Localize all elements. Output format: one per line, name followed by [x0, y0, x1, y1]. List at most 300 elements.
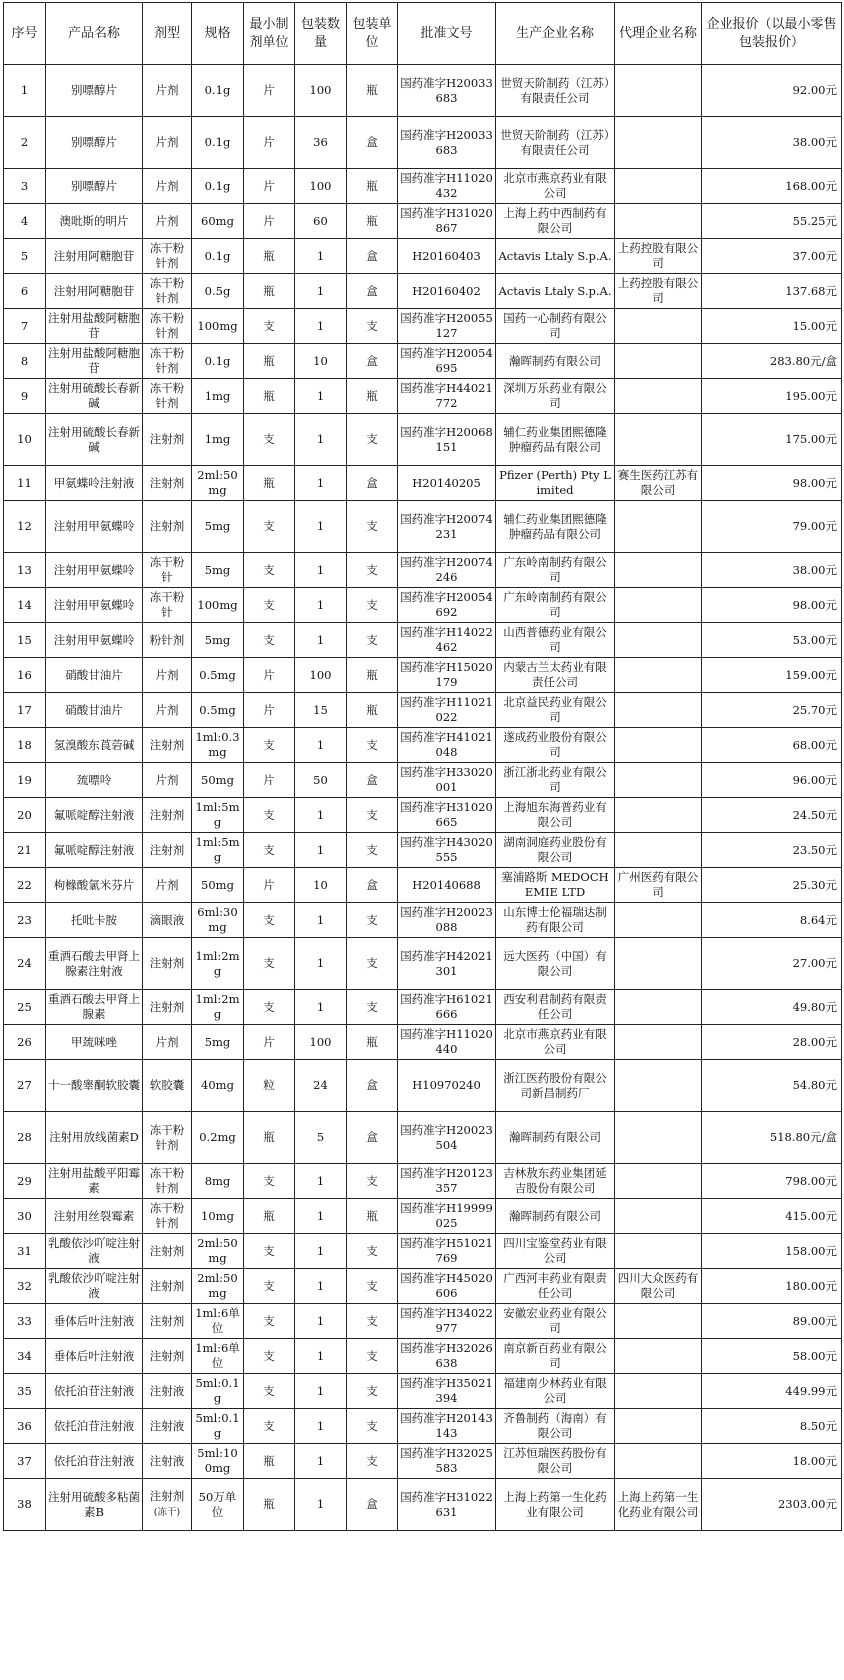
cell-dosage-form	[143, 833, 192, 868]
cell-manufacturer	[496, 1304, 615, 1339]
cell-dosage-form-text: 滴眼液	[149, 912, 185, 927]
cell-dosage-form	[143, 1444, 192, 1479]
cell-pack-unit-text: 支	[366, 432, 378, 446]
cell-min-unit-text: 支	[263, 956, 275, 970]
cell-spec	[192, 1112, 244, 1164]
cell-manufacturer	[496, 117, 615, 169]
cell-spec	[192, 1304, 244, 1339]
cell-price	[702, 379, 842, 414]
cell-no-text: 32	[17, 1278, 32, 1293]
table-row	[4, 1060, 842, 1112]
cell-no-text: 36	[17, 1418, 32, 1433]
cell-product-name	[46, 1444, 143, 1479]
cell-spec	[192, 588, 244, 623]
cell-approval-no-text: 国药准字H31020665	[400, 800, 493, 829]
cell-min-unit	[244, 65, 295, 117]
cell-approval-no	[398, 798, 496, 833]
cell-manufacturer	[496, 868, 615, 903]
cell-price	[702, 833, 842, 868]
cell-no	[4, 903, 46, 938]
cell-manufacturer-text: 南京新百药业有限公司	[503, 1341, 607, 1370]
cell-product-name-text: 注射用盐酸阿糖胞苷	[48, 311, 140, 340]
cell-min-unit	[244, 274, 295, 309]
cell-spec	[192, 1374, 244, 1409]
cell-approval-no	[398, 239, 496, 274]
cell-min-unit-text: 片	[263, 877, 275, 892]
cell-approval-no-text: 国药准字H34022977	[400, 1306, 493, 1335]
cell-dosage-form	[143, 693, 192, 728]
cell-price-text: 18.00元	[792, 1453, 837, 1468]
cell-dosage-form-text: 片剂	[155, 83, 179, 97]
cell-min-unit-text: 瓶	[263, 388, 275, 403]
cell-spec	[192, 1234, 244, 1269]
cell-no	[4, 1339, 46, 1374]
cell-agent	[615, 903, 702, 938]
cell-min-unit	[244, 1199, 295, 1234]
cell-pack-unit-text: 支	[366, 1278, 378, 1293]
header-cell-spec: 规格	[192, 3, 244, 65]
cell-manufacturer	[496, 344, 615, 379]
cell-no	[4, 169, 46, 204]
cell-pack-unit	[347, 1199, 398, 1234]
cell-manufacturer	[496, 414, 615, 466]
cell-pack-qty-text: 1	[316, 475, 325, 490]
cell-pack-qty	[295, 1479, 347, 1531]
cell-dosage-form	[143, 379, 192, 414]
cell-min-unit-text: 支	[263, 999, 275, 1014]
cell-approval-no-text: 国药准字H32025583	[400, 1446, 493, 1475]
cell-pack-unit	[347, 117, 398, 169]
cell-dosage-form	[143, 1060, 192, 1112]
cell-no	[4, 274, 46, 309]
cell-pack-qty-text: 10	[313, 353, 328, 368]
cell-product-name	[46, 1304, 143, 1339]
cell-min-unit-text: 支	[263, 562, 275, 577]
cell-spec	[192, 693, 244, 728]
cell-dosage-form-text: 注射剂	[149, 807, 185, 822]
cell-approval-no-text: 国药准字H20055127	[400, 311, 493, 340]
cell-price-text: 96.00元	[792, 772, 837, 787]
cell-pack-unit-text: 支	[366, 318, 378, 333]
cell-price-text: 53.00元	[792, 632, 837, 647]
cell-min-unit-text: 支	[263, 318, 275, 333]
cell-no-text: 6	[20, 283, 29, 298]
cell-pack-unit-text: 支	[366, 912, 378, 927]
cell-no-text: 33	[17, 1313, 32, 1328]
cell-product-name-text: 注射用硫酸长春新碱	[48, 424, 140, 454]
table-row	[4, 274, 842, 309]
cell-agent-text: 上药控股有限公司	[617, 241, 699, 270]
cell-dosage-form	[143, 1374, 192, 1409]
cell-pack-unit-text: 瓶	[366, 1034, 378, 1049]
cell-min-unit-text: 支	[263, 1173, 275, 1188]
cell-dosage-form	[143, 868, 192, 903]
cell-product-name	[46, 990, 143, 1025]
cell-pack-qty	[295, 1060, 347, 1112]
cell-product-name-text: 乳酸依沙吖啶注射液	[48, 1271, 140, 1300]
cell-pack-qty	[295, 1199, 347, 1234]
table-row	[4, 344, 842, 379]
cell-pack-unit	[347, 833, 398, 868]
cell-agent	[615, 117, 702, 169]
table-row	[4, 501, 842, 553]
cell-pack-qty-text: 50	[313, 772, 328, 787]
cell-min-unit	[244, 553, 295, 588]
cell-price-text: 449.99元	[785, 1383, 837, 1398]
cell-agent	[615, 466, 702, 501]
cell-dosage-form	[143, 938, 192, 990]
cell-approval-no-text: 国药准字H20033683	[400, 75, 493, 105]
cell-no-text: 28	[17, 1130, 32, 1144]
cell-price	[702, 1409, 842, 1444]
cell-approval-no	[398, 588, 496, 623]
cell-product-name	[46, 501, 143, 553]
cell-spec-text: 40mg	[201, 1078, 234, 1092]
table-row	[4, 693, 842, 728]
cell-product-name	[46, 1409, 143, 1444]
cell-agent	[615, 588, 702, 623]
cell-product-name	[46, 344, 143, 379]
cell-approval-no-text: 国药准字H19999025	[400, 1201, 493, 1230]
cell-min-unit-text: 片	[263, 702, 275, 717]
cell-agent	[615, 553, 702, 588]
cell-product-name-text: 氟哌啶醇注射液	[53, 807, 135, 822]
cell-no-text: 16	[17, 667, 32, 682]
cell-pack-qty-text: 1	[316, 1208, 325, 1223]
cell-agent	[615, 990, 702, 1025]
cell-no	[4, 763, 46, 798]
cell-pack-unit-text: 盒	[366, 1078, 378, 1092]
cell-no	[4, 65, 46, 117]
cell-spec	[192, 274, 244, 309]
cell-agent	[615, 204, 702, 239]
cell-price	[702, 938, 842, 990]
cell-dosage-form	[143, 990, 192, 1025]
cell-no	[4, 693, 46, 728]
cell-pack-qty	[295, 169, 347, 204]
cell-approval-no	[398, 1304, 496, 1339]
cell-manufacturer-text: 国药一心制药有限公司	[503, 311, 607, 340]
cell-manufacturer-text: 北京市燕京药业有限公司	[503, 171, 607, 200]
cell-approval-no-text: 国药准字H20023088	[400, 905, 493, 934]
cell-price-text: 68.00元	[792, 737, 837, 752]
cell-price-text: 15.00元	[792, 318, 837, 333]
cell-spec	[192, 728, 244, 763]
cell-price	[702, 65, 842, 117]
cell-no-text: 15	[17, 632, 32, 647]
cell-agent	[615, 693, 702, 728]
cell-dosage-form-text: 片剂	[155, 135, 179, 149]
cell-pack-qty-text: 1	[316, 1497, 325, 1511]
cell-agent-text: 赛生医药江苏有限公司	[617, 468, 699, 497]
cell-min-unit	[244, 1444, 295, 1479]
cell-agent	[615, 1164, 702, 1199]
cell-price-text: 24.50元	[792, 807, 837, 822]
cell-min-unit-text: 片	[263, 83, 275, 97]
cell-pack-unit	[347, 868, 398, 903]
cell-manufacturer	[496, 798, 615, 833]
cell-approval-no	[398, 466, 496, 501]
cell-min-unit	[244, 868, 295, 903]
cell-spec-text: 0.1g	[204, 83, 231, 97]
cell-product-name-text: 别嘌醇片	[71, 178, 117, 193]
cell-pack-unit-text: 支	[366, 1383, 378, 1398]
cell-pack-qty	[295, 204, 347, 239]
cell-no-text: 11	[17, 475, 32, 490]
cell-manufacturer-text: 广东岭南制药有限公司	[503, 555, 607, 584]
cell-agent	[615, 868, 702, 903]
cell-pack-unit	[347, 1060, 398, 1112]
cell-dosage-form-text: 注射剂	[149, 737, 185, 752]
cell-price-text: 98.00元	[792, 597, 837, 612]
cell-min-unit-text: 粒	[263, 1078, 275, 1092]
cell-product-name	[46, 798, 143, 833]
drug-price-table	[3, 2, 842, 1531]
cell-approval-no-text: 国药准字H35021394	[400, 1376, 493, 1405]
cell-min-unit-text: 支	[263, 1313, 275, 1328]
cell-manufacturer-text: 吉林敖东药业集团延吉股份有限公司	[503, 1166, 607, 1195]
cell-manufacturer-text: 塞浦路斯 MEDOCHEMIE LTD	[501, 870, 609, 899]
cell-pack-unit-text: 盒	[366, 877, 378, 892]
cell-pack-qty-text: 10	[313, 877, 328, 892]
cell-product-name-text: 重酒石酸去甲肾上腺素	[48, 992, 140, 1021]
cell-product-name-text: 注射用丝裂霉素	[53, 1208, 135, 1223]
cell-pack-unit	[347, 990, 398, 1025]
cell-spec	[192, 1199, 244, 1234]
cell-approval-no-text: 国药准字H11020432	[400, 171, 493, 200]
cell-product-name	[46, 588, 143, 623]
cell-spec-text: 5ml:0.1g	[195, 1376, 240, 1405]
cell-spec	[192, 379, 244, 414]
cell-pack-qty-text: 5	[316, 1130, 325, 1144]
cell-pack-qty	[295, 623, 347, 658]
cell-min-unit-text: 支	[263, 519, 275, 533]
cell-pack-unit	[347, 1025, 398, 1060]
cell-dosage-form	[143, 1199, 192, 1234]
table-row	[4, 1374, 842, 1409]
table-row	[4, 868, 842, 903]
cell-pack-unit-text: 支	[366, 597, 378, 612]
cell-product-name	[46, 763, 143, 798]
cell-product-name	[46, 728, 143, 763]
cell-dosage-form-note: (冻干)	[153, 1507, 181, 1518]
cell-dosage-form-text: 冻干粉针剂	[149, 241, 185, 270]
cell-pack-unit-text: 支	[366, 807, 378, 822]
cell-no	[4, 588, 46, 623]
cell-no	[4, 501, 46, 553]
cell-min-unit-text: 支	[263, 1418, 275, 1433]
cell-manufacturer-text: 山东博士伦福瑞达制药有限公司	[503, 905, 607, 934]
cell-min-unit	[244, 588, 295, 623]
cell-pack-unit-text: 支	[366, 1173, 378, 1188]
cell-product-name	[46, 1060, 143, 1112]
cell-dosage-form	[143, 274, 192, 309]
cell-pack-qty-text: 1	[316, 1383, 325, 1398]
cell-pack-unit	[347, 274, 398, 309]
cell-product-name-text: 依托泊苷注射液	[53, 1418, 135, 1433]
cell-approval-no	[398, 553, 496, 588]
cell-spec-text: 100mg	[197, 597, 238, 612]
cell-no-text: 13	[17, 562, 32, 577]
cell-no	[4, 466, 46, 501]
cell-manufacturer	[496, 693, 615, 728]
cell-manufacturer-text: 上海上药第一生化药业有限公司	[503, 1489, 607, 1519]
cell-price-text: 25.70元	[792, 702, 837, 717]
cell-manufacturer	[496, 204, 615, 239]
cell-pack-unit-text: 盒	[366, 772, 378, 787]
cell-approval-no	[398, 1374, 496, 1409]
cell-spec-text: 0.1g	[204, 135, 231, 149]
cell-min-unit-text: 瓶	[263, 1130, 275, 1144]
cell-dosage-form-text: 注射剂	[149, 999, 185, 1014]
table-row	[4, 1409, 842, 1444]
cell-no	[4, 990, 46, 1025]
cell-dosage-form	[143, 309, 192, 344]
cell-approval-no-text: 国药准字H31020867	[400, 206, 493, 235]
cell-min-unit	[244, 204, 295, 239]
cell-spec-text: 5ml:100mg	[197, 1446, 238, 1475]
cell-spec-text: 50mg	[201, 772, 234, 787]
cell-dosage-form	[143, 553, 192, 588]
table-row	[4, 938, 842, 990]
cell-product-name-text: 澳吡斯的明片	[59, 213, 129, 228]
cell-product-name-text: 甲巯咪唑	[71, 1034, 117, 1049]
cell-pack-unit	[347, 309, 398, 344]
cell-spec	[192, 868, 244, 903]
cell-pack-unit-text: 支	[366, 1418, 378, 1433]
cell-price	[702, 903, 842, 938]
cell-approval-no-text: 国药准字H44021772	[400, 381, 493, 410]
cell-spec	[192, 414, 244, 466]
cell-agent	[615, 379, 702, 414]
cell-spec	[192, 798, 244, 833]
cell-price	[702, 728, 842, 763]
cell-no-text: 27	[17, 1078, 32, 1092]
cell-min-unit-text: 片	[263, 1034, 275, 1049]
cell-product-name-text: 注射用甲氨蝶呤	[53, 519, 135, 533]
table-row	[4, 1444, 842, 1479]
cell-pack-unit	[347, 239, 398, 274]
cell-spec-text: 1ml:6单位	[195, 1341, 240, 1370]
cell-approval-no-text: 国药准字H42021301	[400, 948, 493, 978]
table-row	[4, 728, 842, 763]
cell-manufacturer-text: 广东岭南制药有限公司	[503, 590, 607, 619]
cell-manufacturer	[496, 65, 615, 117]
cell-spec-text: 8mg	[204, 1173, 231, 1188]
cell-min-unit-text: 支	[263, 842, 275, 857]
cell-dosage-form	[143, 1304, 192, 1339]
cell-dosage-form-text: 片剂	[155, 667, 179, 682]
cell-no	[4, 868, 46, 903]
cell-spec	[192, 501, 244, 553]
cell-manufacturer-text: 西安利君制药有限责任公司	[503, 992, 607, 1021]
cell-spec-text: 0.1g	[204, 353, 231, 368]
cell-pack-unit-text: 支	[366, 737, 378, 752]
cell-min-unit	[244, 1374, 295, 1409]
cell-spec	[192, 623, 244, 658]
cell-min-unit	[244, 763, 295, 798]
cell-pack-qty	[295, 1304, 347, 1339]
cell-approval-no	[398, 117, 496, 169]
cell-product-name-text: 十一酸睾酮软胶囊	[48, 1078, 140, 1092]
cell-pack-unit	[347, 466, 398, 501]
cell-product-name-text: 托吡卡胺	[71, 912, 117, 927]
cell-approval-no	[398, 1269, 496, 1304]
cell-spec	[192, 169, 244, 204]
cell-pack-unit-text: 瓶	[366, 83, 378, 97]
cell-no-text: 4	[20, 213, 29, 228]
cell-pack-qty	[295, 309, 347, 344]
cell-pack-unit	[347, 798, 398, 833]
cell-product-name	[46, 239, 143, 274]
cell-price-text: 158.00元	[785, 1243, 837, 1258]
cell-spec	[192, 553, 244, 588]
cell-dosage-form-text: 软胶囊	[149, 1078, 185, 1092]
cell-price	[702, 1234, 842, 1269]
cell-min-unit	[244, 903, 295, 938]
table-row	[4, 65, 842, 117]
cell-min-unit	[244, 414, 295, 466]
cell-dosage-form-text: 注射液	[149, 1383, 185, 1398]
cell-no	[4, 623, 46, 658]
cell-spec	[192, 1060, 244, 1112]
cell-dosage-form	[143, 658, 192, 693]
cell-price	[702, 239, 842, 274]
cell-pack-qty	[295, 466, 347, 501]
cell-no-text: 21	[17, 842, 32, 857]
cell-dosage-form-text: 冻干粉针剂	[149, 311, 185, 340]
cell-min-unit	[244, 169, 295, 204]
cell-manufacturer-text: 山西普德药业有限公司	[503, 625, 607, 654]
table-row	[4, 239, 842, 274]
table-row	[4, 1479, 842, 1531]
cell-no	[4, 658, 46, 693]
cell-spec-text: 60mg	[201, 213, 234, 228]
cell-manufacturer-text: 瀚晖制药有限公司	[509, 1208, 601, 1223]
cell-product-name	[46, 117, 143, 169]
cell-spec-text: 100mg	[197, 318, 238, 333]
cell-price	[702, 169, 842, 204]
cell-spec-text: 5mg	[204, 562, 231, 577]
cell-product-name	[46, 553, 143, 588]
cell-no-text: 22	[17, 877, 32, 892]
cell-agent	[615, 309, 702, 344]
cell-approval-no	[398, 379, 496, 414]
cell-spec	[192, 1269, 244, 1304]
cell-dosage-form-text: 冻干粉针剂	[149, 1166, 185, 1195]
cell-agent	[615, 414, 702, 466]
cell-min-unit	[244, 309, 295, 344]
cell-no	[4, 553, 46, 588]
cell-no-text: 29	[17, 1173, 32, 1188]
cell-pack-qty-text: 100	[309, 83, 332, 97]
cell-pack-unit	[347, 65, 398, 117]
cell-pack-unit	[347, 1164, 398, 1199]
cell-pack-qty	[295, 414, 347, 466]
cell-approval-no	[398, 1164, 496, 1199]
cell-spec	[192, 763, 244, 798]
cell-min-unit-text: 片	[263, 178, 275, 193]
cell-price-text: 415.00元	[785, 1208, 837, 1223]
cell-pack-unit	[347, 623, 398, 658]
cell-product-name	[46, 414, 143, 466]
cell-approval-no-text: 国药准字H20074246	[400, 555, 493, 584]
cell-approval-no	[398, 903, 496, 938]
cell-product-name	[46, 169, 143, 204]
cell-spec-text: 5mg	[204, 519, 231, 533]
cell-pack-qty-text: 24	[313, 1078, 328, 1092]
cell-min-unit-text: 片	[263, 213, 275, 228]
